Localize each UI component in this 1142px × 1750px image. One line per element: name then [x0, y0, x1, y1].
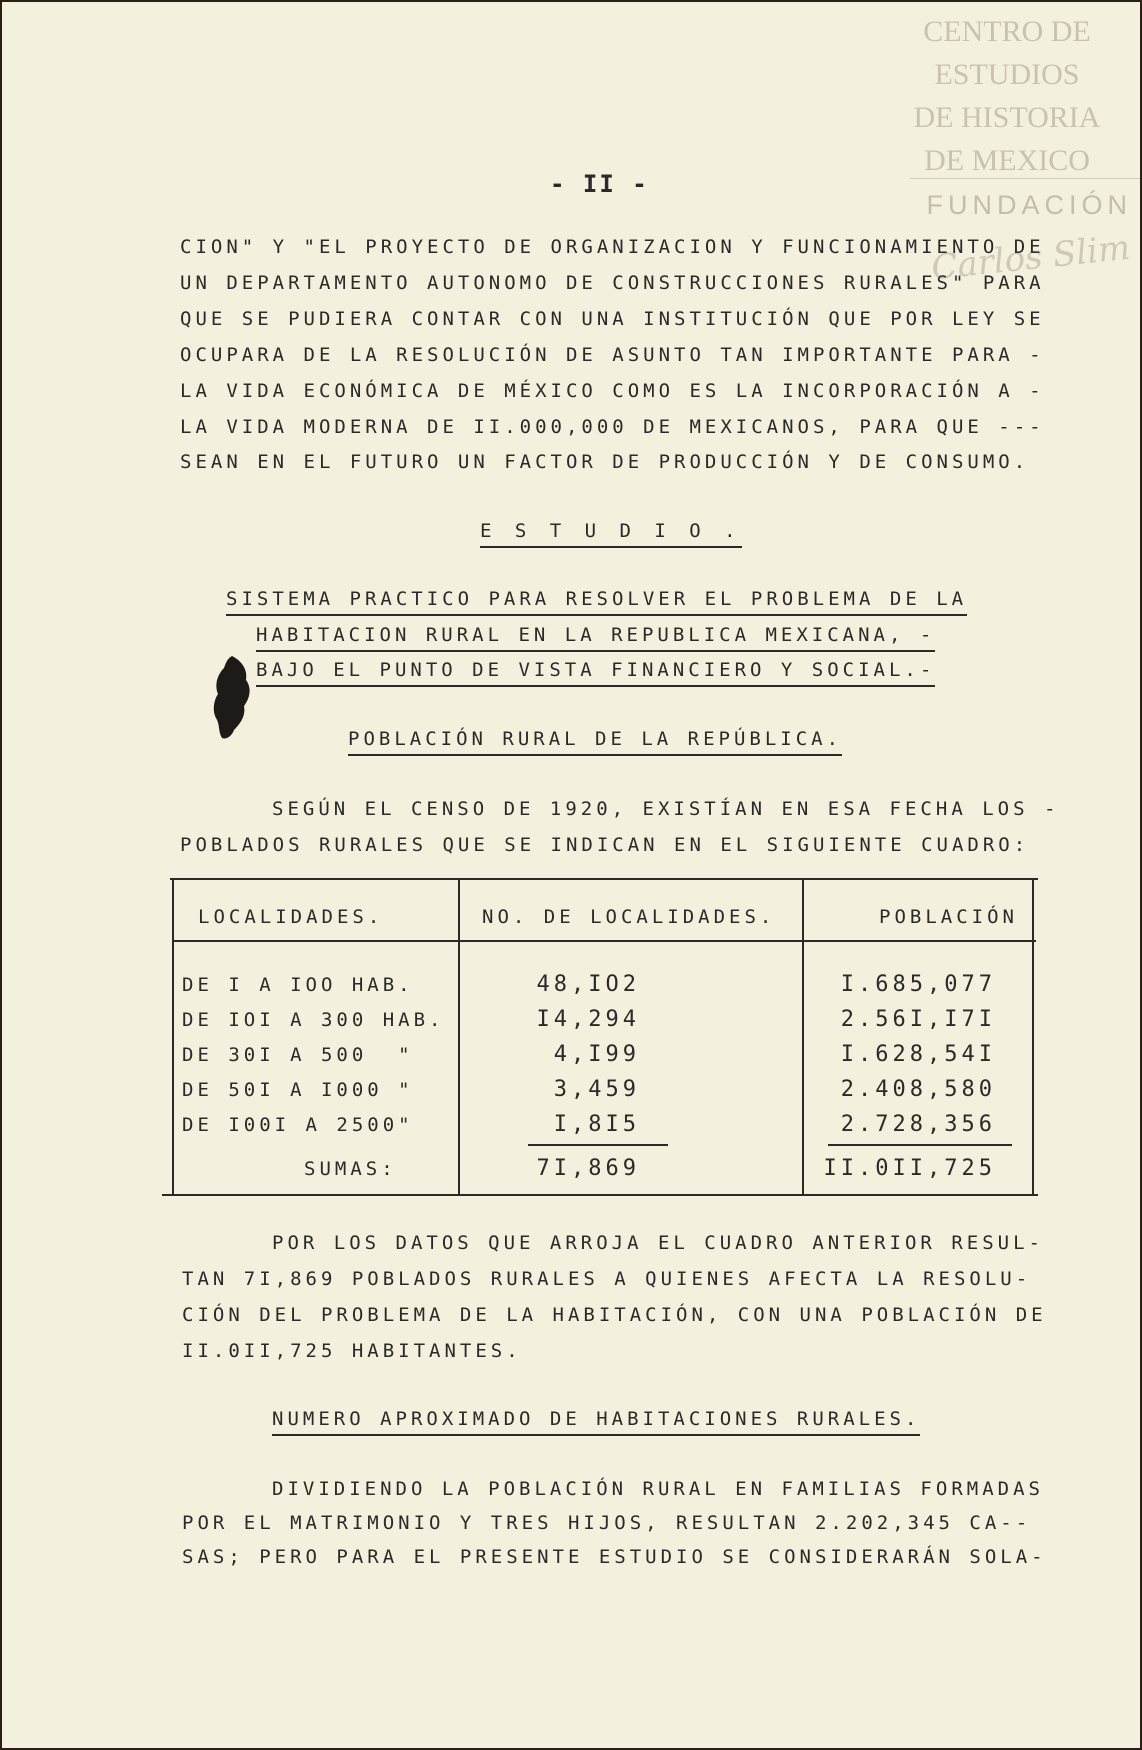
row-count: I4,294: [536, 1007, 640, 1032]
section-heading-rural-dwellings: NUMERO APROXIMADO DE HABITACIONES RURALES.: [272, 1408, 920, 1436]
body-line: SAS; PERO PARA EL PRESENTE ESTUDIO SE CONSIDERARÁN SOLA-: [182, 1546, 1047, 1568]
title-line: SISTEMA PRACTICO PARA RESOLVER EL PROBLEMA DE LA: [226, 588, 967, 616]
title-line: BAJO EL PUNTO DE VISTA FINANCIERO Y SOCIAL.-: [256, 659, 935, 687]
table-rule: [162, 1194, 1038, 1196]
totals-label: SUMAS:: [304, 1158, 397, 1180]
body-line: CIÓN DEL PROBLEMA DE LA HABITACIÓN, CON UNA POBLACIÓN DE: [182, 1304, 1047, 1326]
intro-line: LA VIDA MODERNA DE II.000,000 DE MEXICANOS, PARA QUE ---: [180, 416, 1045, 438]
intro-line: OCUPARA DE LA RESOLUCIÓN DE ASUNTO TAN IMPORTANTE PARA -: [180, 344, 1045, 366]
watermark-signature: Carlos Slim: [929, 227, 1132, 289]
subtotal-rule: [528, 1144, 668, 1146]
body-line: II.0II,725 HABITANTES.: [182, 1340, 522, 1362]
body-line: POBLADOS RURALES QUE SE INDICAN EN EL SIGUIENTE CUADRO:: [180, 834, 1030, 856]
watermark-foundation: FUNDACIÓN: [926, 190, 1132, 220]
body-line: TAN 7I,869 POBLADOS RURALES A QUIENES AFECTA LA RESOLU-: [182, 1268, 1032, 1290]
column-header-population: POBLACIÓN: [879, 906, 1018, 928]
row-count: 4,I99: [553, 1042, 640, 1067]
body-line: POR LOS DATOS QUE ARROJA EL CUADRO ANTERIOR RESUL-: [272, 1232, 1044, 1254]
row-population: I.628,54I: [840, 1042, 996, 1067]
archive-watermark: [892, 10, 1122, 182]
row-label: DE I A IOO HAB.: [182, 974, 414, 996]
body-line: SEGÚN EL CENSO DE 1920, EXISTÍAN EN ESA FECHA LOS -: [272, 798, 1060, 820]
table-rule: [458, 878, 460, 1196]
column-header-count: NO. DE LOCALIDADES.: [482, 906, 776, 928]
subtotal-rule: [828, 1144, 1012, 1146]
intro-line: SEAN EN EL FUTURO UN FACTOR DE PRODUCCIÓN Y DE CONSUMO.: [180, 451, 1030, 473]
table-rule: [172, 940, 1036, 942]
row-count: 3,459: [553, 1077, 640, 1102]
document-page: [2, 2, 1140, 1748]
watermark-line: CENTRO DE: [923, 15, 1091, 48]
body-line: DIVIDIENDO LA POBLACIÓN RURAL EN FAMILIAS FORMADAS: [272, 1478, 1044, 1500]
title-line: HABITACION RURAL EN LA REPUBLICA MEXICANA, -: [256, 624, 935, 652]
row-population: I.685,077: [840, 972, 996, 997]
page-number: - II -: [550, 170, 649, 198]
row-population: 2.56I,I7I: [840, 1007, 996, 1032]
table-rule: [170, 878, 1038, 880]
census-table: [170, 878, 1038, 1196]
section-heading-rural-population: POBLACIÓN RURAL DE LA REPÚBLICA.: [348, 728, 842, 756]
row-label: DE 30I A 500 ": [182, 1044, 414, 1066]
intro-line: QUE SE PUDIERA CONTAR CON UNA INSTITUCIÓN QUE POR LEY SE: [180, 308, 1045, 330]
watermark-line: DE HISTORIA: [913, 101, 1101, 134]
watermark-divider: [910, 178, 1140, 179]
totals-population: II.0II,725: [823, 1156, 996, 1181]
row-count: I,8I5: [553, 1112, 640, 1137]
watermark-line: DE MEXICO: [924, 144, 1090, 177]
column-header-localities: LOCALIDADES.: [198, 906, 384, 928]
row-count: 48,IO2: [536, 972, 640, 997]
table-rule: [1032, 878, 1034, 1196]
body-line: POR EL MATRIMONIO Y TRES HIJOS, RESULTAN 2.202,345 CA--: [182, 1512, 1032, 1534]
row-label: DE 50I A I000 ": [182, 1079, 414, 1101]
intro-line: UN DEPARTAMENTO AUTONOMO DE CONSTRUCCIONES RURALES" PARA: [180, 272, 1045, 294]
row-population: 2.728,356: [840, 1112, 996, 1137]
intro-line: LA VIDA ECONÓMICA DE MÉXICO COMO ES LA INCORPORACIÓN A -: [180, 380, 1045, 402]
row-label: DE I00I A 2500": [182, 1114, 414, 1136]
estudio-heading: E S T U D I O .: [480, 520, 742, 548]
intro-line: CION" Y "EL PROYECTO DE ORGANIZACION Y FUNCIONAMIENTO DE: [180, 236, 1045, 258]
table-rule: [802, 878, 804, 1196]
totals-count: 7I,869: [536, 1156, 640, 1181]
table-rule: [172, 878, 174, 1196]
ink-blot: [210, 654, 254, 742]
row-label: DE IOI A 300 HAB.: [182, 1009, 445, 1031]
watermark-line: ESTUDIOS: [934, 58, 1080, 91]
row-population: 2.408,580: [840, 1077, 996, 1102]
